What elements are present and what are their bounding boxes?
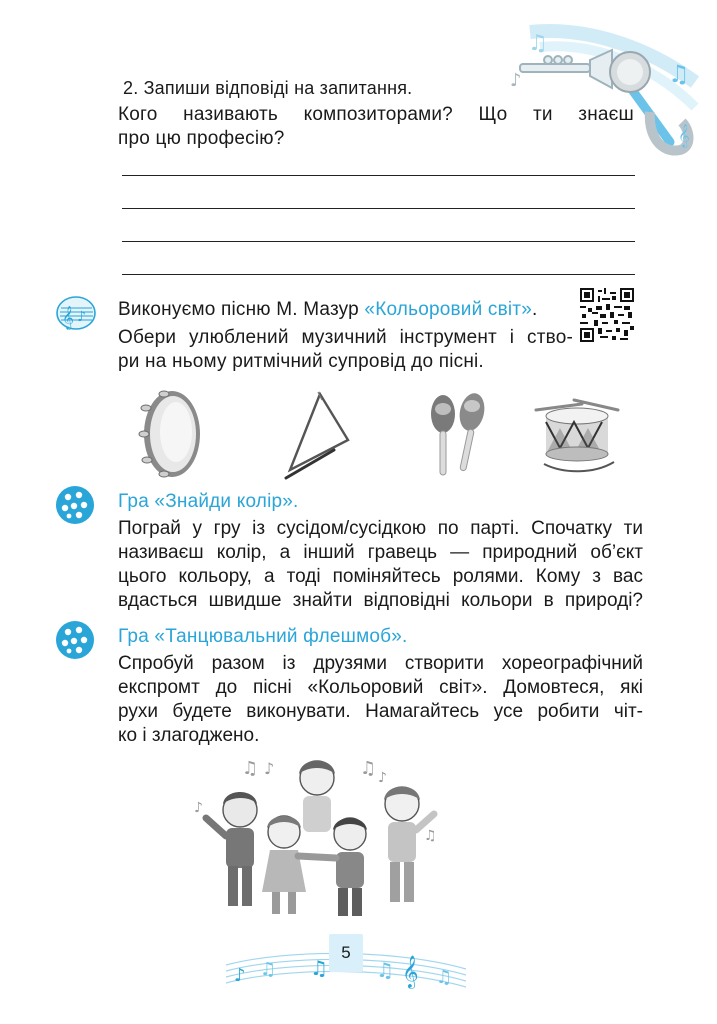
game2-line: ко і злагоджено. xyxy=(118,725,260,746)
svg-text:𝄞: 𝄞 xyxy=(402,955,419,988)
music-note-icon xyxy=(55,295,97,331)
svg-text:♫: ♫ xyxy=(310,956,328,980)
svg-text:♫: ♫ xyxy=(260,959,277,980)
song-instruction-line1: Обери улюблений музичний інструмент і ство- xyxy=(118,327,573,348)
answer-line-3[interactable] xyxy=(122,241,635,242)
game2-line: експромт до пісні «Кольоровий світ». Домовтеся, які xyxy=(118,677,643,698)
game1-line: Пограй у гру із сусідом/сусідкою по парті. Спочатку ти xyxy=(118,518,643,539)
svg-text:♪: ♪ xyxy=(194,800,203,816)
game-icon xyxy=(55,485,95,525)
instrument-tambourine xyxy=(134,388,204,480)
task2-question-line1: Кого називають композиторами? Що ти знаєш xyxy=(118,104,634,125)
qr-code[interactable] xyxy=(580,288,634,342)
svg-text:♪: ♪ xyxy=(264,759,275,778)
dancing-children-illustration xyxy=(192,752,444,922)
song-prefix: Виконуємо пісню М. Мазур xyxy=(118,299,365,320)
game1-title: Гра «Знайди колір». xyxy=(118,491,299,512)
instrument-maracas xyxy=(426,392,492,478)
svg-text:♫: ♫ xyxy=(668,60,690,88)
game1-line: цього кольору, а тоді поміняйтесь ролями. Кому з вас xyxy=(118,566,643,587)
game-icon xyxy=(55,620,95,660)
page-number-box xyxy=(329,934,363,972)
svg-text:𝄞: 𝄞 xyxy=(678,123,690,147)
song-instruction-line2: ри на ньому ритмічний супровід до пісні. xyxy=(118,351,484,372)
svg-text:♫: ♫ xyxy=(424,828,437,844)
svg-text:♪: ♪ xyxy=(77,309,86,325)
song-title: «Кольоровий світ» xyxy=(364,299,532,320)
game1-line: називаєш колір, а інший гравець — природний об’єкт xyxy=(118,542,643,563)
game2-line: Спробуй разом із друзями створити хореографічний xyxy=(118,653,643,674)
svg-text:♫: ♫ xyxy=(376,958,394,982)
instrument-triangle xyxy=(282,390,352,482)
svg-text:♫: ♫ xyxy=(436,967,453,988)
answer-line-2[interactable] xyxy=(122,208,635,209)
svg-text:♪: ♪ xyxy=(510,70,522,91)
game2-line: рухи будете виконувати. Намагайтесь усе робити чіт- xyxy=(118,701,643,722)
game2-title: Гра «Танцювальний флешмоб». xyxy=(118,626,408,647)
song-line xyxy=(118,298,537,322)
svg-text:♪: ♪ xyxy=(234,965,246,986)
header-decoration xyxy=(500,22,700,162)
game1-line: вдасться швидше знайти відповідні кольори в природі? xyxy=(118,590,643,611)
answer-line-1[interactable] xyxy=(122,175,635,176)
instrument-drum xyxy=(534,396,620,476)
task2-heading: 2. Запиши відповіді на запитання. xyxy=(123,78,413,98)
game2-text xyxy=(118,652,643,748)
task2-question-line2: про цю професію? xyxy=(118,128,285,149)
page-number: 5 xyxy=(341,943,351,962)
answer-line-4[interactable] xyxy=(122,274,635,275)
svg-text:♫: ♫ xyxy=(528,31,548,56)
svg-text:♪: ♪ xyxy=(378,770,387,786)
svg-text:𝄞: 𝄞 xyxy=(62,305,74,329)
svg-text:♫: ♫ xyxy=(242,758,259,779)
svg-text:♫: ♫ xyxy=(360,758,377,779)
song-suffix: . xyxy=(531,299,538,320)
game1-text xyxy=(118,517,643,613)
